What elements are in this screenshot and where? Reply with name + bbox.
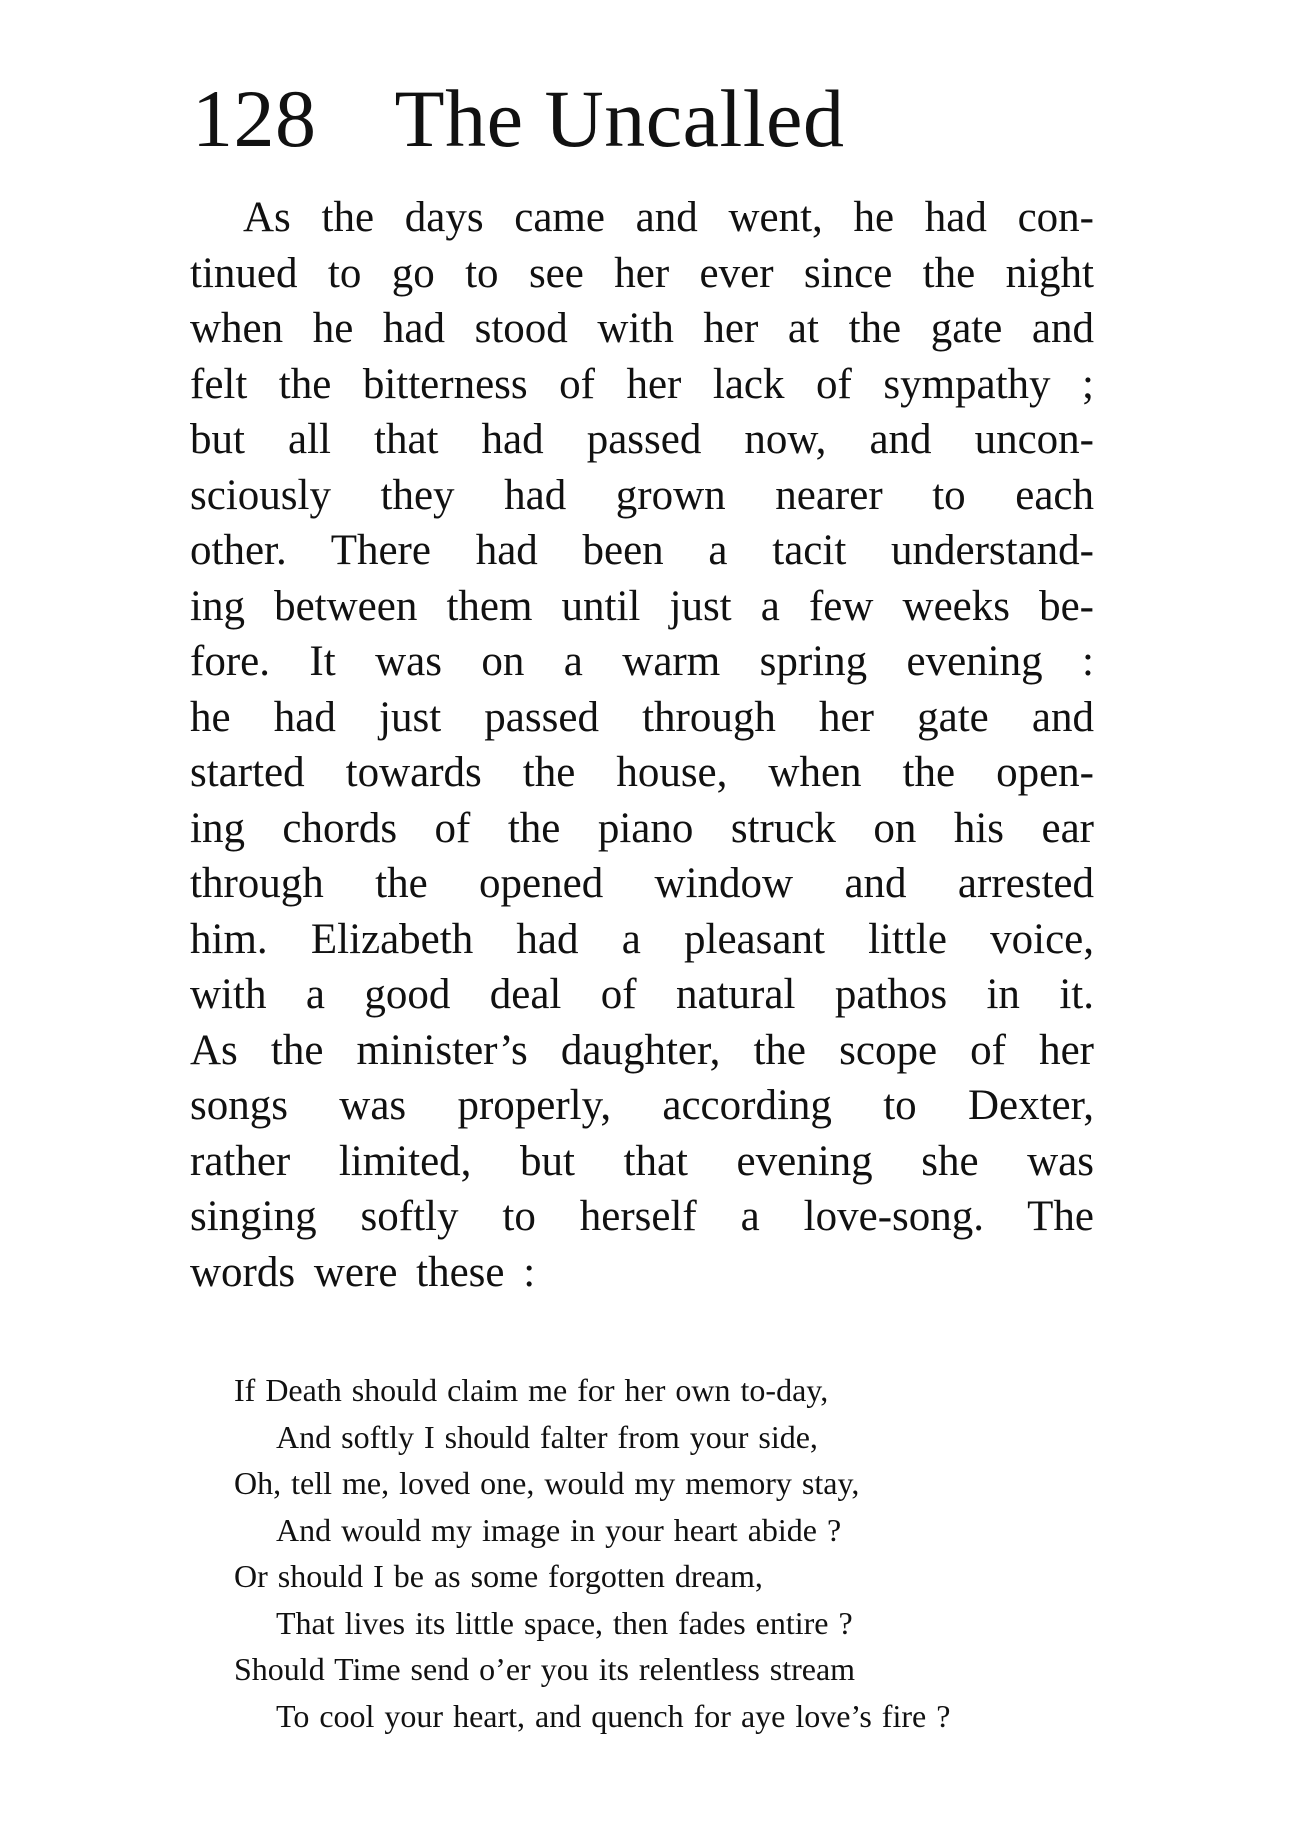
prose-line: words were these : [190, 1248, 536, 1296]
poem-line: Oh, tell me, loved one, would my memory stay, [234, 1465, 860, 1501]
prose-line: singing softly to herself a love-song. The [190, 1193, 1094, 1240]
prose-paragraph [190, 190, 1094, 1300]
prose-line: started towards the house, when the open- [190, 749, 1094, 796]
poem-line: If Death should claim me for her own to-day, [234, 1372, 829, 1408]
prose-line: rather limited, but that evening she was [190, 1137, 1094, 1185]
prose-line: he had just passed through her gate and [190, 693, 1094, 741]
prose-line: when he had stood with her at the gate and [190, 305, 1094, 352]
prose-line: through the opened window and arrested [190, 860, 1094, 907]
prose-line: other. There had been a tacit understand- [190, 527, 1094, 574]
prose-line: ing between them until just a few weeks be- [190, 582, 1094, 630]
prose-line: felt the bitterness of her lack of sympathy ; [190, 360, 1094, 408]
prose-line: him. Elizabeth had a pleasant little voice, [190, 915, 1094, 963]
prose-line: As the days came and went, he had con- [243, 194, 1094, 241]
poem-line: Or should I be as some forgotten dream, [234, 1558, 763, 1594]
running-head [192, 74, 844, 164]
prose-line: fore. It was on a warm spring evening : [190, 638, 1094, 685]
prose-line: As the minister’s daughter, the scope of her [190, 1026, 1094, 1074]
book-title: The Uncalled [394, 73, 845, 164]
prose-line: but all that had passed now, and uncon- [190, 416, 1094, 463]
prose-line: tinued to go to see her ever since the night [190, 249, 1094, 297]
poem-line: And would my image in your heart abide ? [276, 1511, 842, 1548]
poem-line: To cool your heart, and quench for aye love’s fire ? [276, 1697, 951, 1734]
poem-line: Should Time send o’er you its relentless stream [234, 1651, 856, 1687]
page-number: 128 [192, 73, 317, 164]
prose-line: sciously they had grown nearer to each [190, 471, 1094, 519]
prose-line: songs was properly, according to Dexter, [190, 1082, 1094, 1129]
poem-line: That lives its little space, then fades entire ? [276, 1604, 853, 1641]
prose-line: ing chords of the piano struck on his ear [190, 804, 1094, 852]
prose-line: with a good deal of natural pathos in it. [190, 971, 1094, 1018]
poem-line: And softly I should falter from your side, [276, 1418, 818, 1455]
poem-stanza [234, 1367, 1134, 1739]
